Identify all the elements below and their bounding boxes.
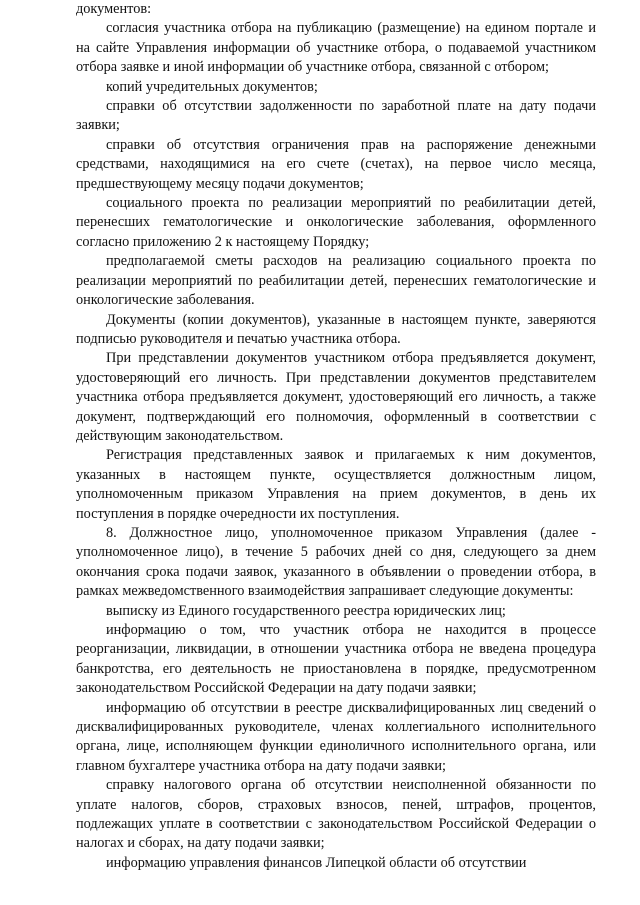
paragraph-social-project: социального проекта по реализации мероприятий по реабилитации детей, перенесших гематологические и онкологические заболевания, оформленного согласно приложению 2 к настоящему Порядку;	[76, 195, 596, 250]
paragraph-egrul-extract: выписку из Единого государственного реестра юридических лиц;	[106, 602, 506, 619]
paragraph-founding-documents: копий учредительных документов;	[106, 78, 318, 95]
paragraph-reorganization-info: информацию о том, что участник отбора не находится в процессе реорганизации, ликвидации, в отношении участника отбора не введена процедура банкротства, его деятельность не приостановлена в порядке, предусмотренном законодательством Российской Федерации на дату подачи заявки;	[76, 622, 596, 697]
document-page	[76, 0, 596, 873]
paragraph-tax-certificate: справку налогового органа об отсутствии неисполненной обязанности по уплате налогов, сборов, страховых взносов, пеней, штрафов, процентов, подлежащих уплате в соответствии с законодательством Российской Федерации о налогах и сборах, на дату подачи заявки;	[76, 777, 596, 852]
paragraph-salary-debt-certificate: справки об отсутствии задолженности по заработной плате на дату подачи заявки;	[76, 98, 596, 134]
paragraph-identity-documents: При представлении документов участником отбора предъявляется документ, удостоверяющий его личность. При представлении документов представителем участника отбора предъявляется документ, удостоверяющий его личность, а также документ, подтверждающий его полномочия, оформленный в соответствии с действующим законодательством.	[76, 350, 596, 444]
paragraph-documents-certification: Документы (копии документов), указанные в настоящем пункте, заверяются подписью руководителя и печатью участника отбора.	[76, 311, 596, 347]
paragraph-registration: Регистрация представленных заявок и прилагаемых к ним документов, указанных в настоящем пункте, осуществляется должностным лицом, уполномоченным приказом Управления на прием документов, в день их поступления в порядке очередности их поступления.	[76, 447, 596, 522]
paragraph-finance-department-info: информацию управления финансов Липецкой области об отсутствии	[106, 854, 527, 871]
paragraph-funds-restriction-certificate: справки об отсутствия ограничения прав на распоряжение денежными средствами, находящимися на его счете (счетах), на первое число месяца, предшествующему месяцу подачи документов;	[76, 136, 596, 192]
paragraph-documents-heading: документов:	[76, 1, 152, 17]
paragraph-consent-publication: согласия участника отбора на публикацию (размещение) на едином портале и на сайте Управления информации об участнике отбора, о подаваемой участником отбора заявке и иной информации об участнике отбора, связанной с отбором;	[76, 20, 596, 76]
paragraph-item-8: 8. Должностное лицо, уполномоченное приказом Управления (далее - уполномоченное лицо), в течение 5 рабочих дней со дня, следующего за днем окончания срока подачи заявок, указанного в объявлении о проведении отбора, в рамках межведомственного взаимодействия запрашивает следующие документы:	[76, 524, 596, 600]
paragraph-cost-estimate: предполагаемой сметы расходов на реализацию социального проекта по реализации мероприятий по реабилитации детей, перенесших гематологические и онкологические заболевания.	[76, 253, 596, 309]
paragraph-disqualified-persons: информацию об отсутствии в реестре дисквалифицированных лиц сведений о дисквалифицированных руководителе, членах коллегиального исполнительного органа, лице, исполняющем функции единоличного исполнительного органа, или главном бухгалтере участника отбора на дату подачи заявки;	[76, 699, 596, 774]
